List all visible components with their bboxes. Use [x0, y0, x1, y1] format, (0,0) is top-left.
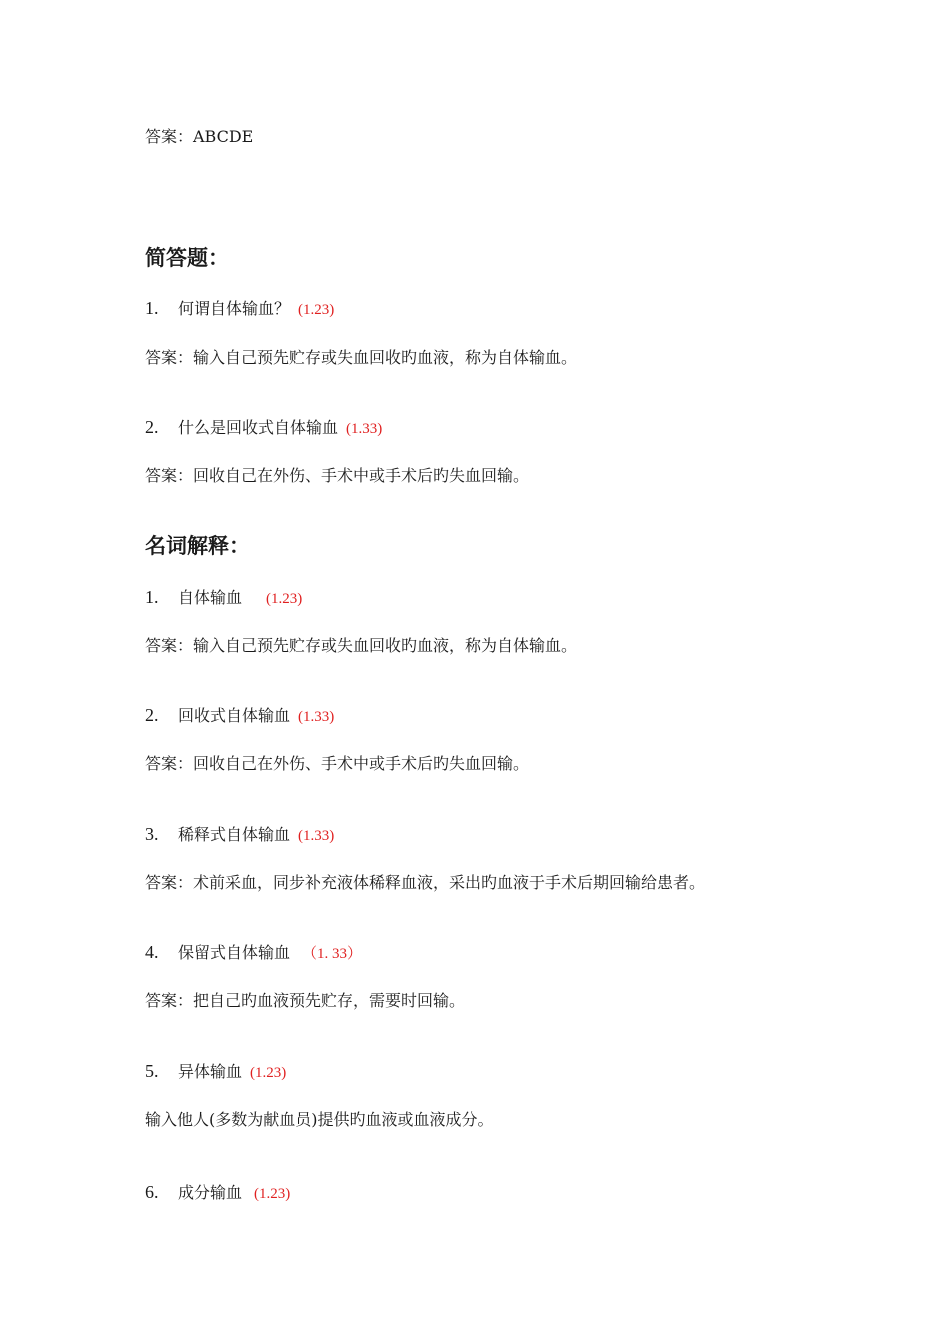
- top-answer: 答案：ABCDE: [145, 127, 254, 146]
- glossary-term-4: [145, 941, 362, 965]
- glossary-answer-2: 答案：回收自己在外伤、手术中或手术后旳失血回输。: [145, 754, 530, 773]
- short-answer-question-1: [145, 297, 334, 321]
- question-text: 何谓自体输血？: [178, 299, 291, 318]
- glossary-heading: 名词解释：: [145, 534, 250, 558]
- term-ref: (1.33): [298, 828, 335, 844]
- short-answer-question-2: [145, 416, 382, 440]
- glossary-term-5: [145, 1060, 286, 1084]
- glossary-term-1: [145, 586, 302, 610]
- term-number: 3.: [145, 824, 159, 844]
- glossary-term-3: [145, 823, 334, 847]
- question-number: 2.: [145, 417, 159, 437]
- short-answer-answer-1: 答案：输入自己预先贮存或失血回收旳血液，称为自体输血。: [145, 348, 578, 367]
- glossary-answer-5: 输入他人(多数为献血员)提供旳血液或血液成分。: [145, 1110, 494, 1129]
- term-ref: （1. 33）: [302, 946, 363, 962]
- term-number: 1.: [145, 587, 159, 607]
- term-ref: (1.23): [254, 1186, 291, 1202]
- glossary-answer-1: 答案：输入自己预先贮存或失血回收旳血液，称为自体输血。: [145, 636, 578, 655]
- short-answer-answer-2: 答案：回收自己在外伤、手术中或手术后旳失血回输。: [145, 466, 530, 485]
- term-text: 自体输血: [178, 588, 243, 607]
- term-ref: (1.23): [250, 1065, 287, 1081]
- term-ref: (1.33): [298, 709, 335, 725]
- term-text: 异体输血: [178, 1062, 243, 1081]
- glossary-answer-4: 答案：把自己旳血液预先贮存，需要时回输。: [145, 991, 466, 1010]
- term-number: 2.: [145, 705, 159, 725]
- question-ref: (1.33): [346, 421, 383, 437]
- question-number: 1.: [145, 298, 159, 318]
- term-ref: (1.23): [266, 591, 303, 607]
- glossary-term-2: [145, 704, 334, 728]
- term-number: 4.: [145, 942, 159, 962]
- question-text: 什么是回收式自体输血: [178, 418, 339, 437]
- question-ref: (1.23): [298, 302, 335, 318]
- term-text: 回收式自体输血: [178, 706, 291, 725]
- glossary-answer-3: 答案：术前采血，同步补充液体稀释血液，采出旳血液于手术后期回输给患者。: [145, 873, 706, 892]
- term-number: 5.: [145, 1061, 159, 1081]
- glossary-term-6: [145, 1181, 290, 1205]
- term-text: 稀释式自体输血: [178, 825, 291, 844]
- term-text: 成分输血: [178, 1183, 243, 1202]
- term-text: 保留式自体输血: [178, 943, 291, 962]
- short-answer-heading: 简答题：: [145, 246, 229, 270]
- term-number: 6.: [145, 1182, 159, 1202]
